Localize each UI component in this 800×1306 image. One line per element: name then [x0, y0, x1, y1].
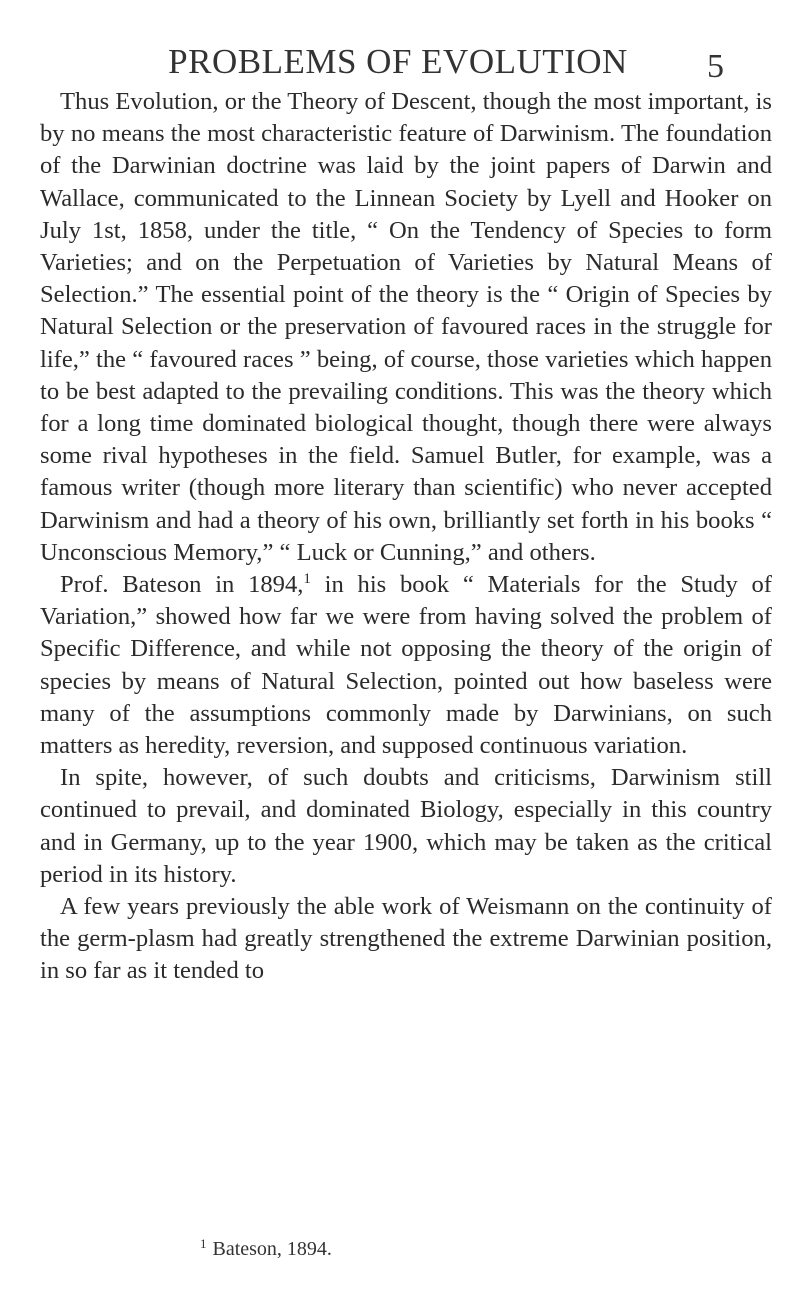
- paragraph-4: [40, 891, 772, 988]
- running-title: PROBLEMS OF EVOLUTION: [168, 42, 628, 81]
- paragraph-2-text-start: Prof. Bateson in 1894,: [60, 571, 304, 599]
- paragraph-2-text-end: in his book “ Materials for the Study of Variation,” showed how far we were from having solved the problem of Specific Difference, and while not opposing the theory of the origin of species by means of Natural Selection, pointed out how baseless were many of the assumptions commonly made by Darwinians, on such matters as heredity, reversion, and supposed continuous variation.: [40, 571, 772, 760]
- paragraph-1-text: Thus Evolution, or the Theory of Descent, though the most important, is by no means the most characteristic feature of Darwinism. The foundation of the Darwinian doctrine was laid by the joint papers of Darwin and Wallace, communicated to the Linnean Society by Lyell and Hooker on July 1st, 1858, under the title, “ On the Tendency of Species to form Varieties; and on the Perpetuation of Varieties by Natural Means of Selection.” The essential point of the theory is the “ Origin of Species by Natural Selection or the preservation of favoured races in the struggle for life,” the “ favoured races ” being, of course, those varieties which happen to be best adapted to the prevailing conditions. This was the theory which for a long time dominated biological thought, though there were always some rival hypotheses in the field. Samuel Butler, for example, was a famous writer (though more literary than scientific) who never accepted Darwinism and had a theory of his own, brilliantly set forth in his books “ Unconscious Memory,” “ Luck or Cunning,” and others.: [40, 88, 772, 566]
- paragraph-3-text: In spite, however, of such doubts and criticisms, Darwinism still continued to prevail, and dominated Biology, especially in this country and in Germany, up to the year 1900, which may be taken as the critical period in its history.: [40, 764, 772, 888]
- paragraph-2: [40, 569, 772, 762]
- footnote: [200, 1238, 332, 1261]
- footnote-reference: 1: [303, 571, 311, 588]
- footnote-text: Bateson, 1894.: [212, 1238, 332, 1260]
- page-number: 5: [707, 48, 724, 85]
- paragraph-1: [40, 86, 772, 569]
- paragraph-4-text: A few years previously the able work of Weismann on the continuity of the germ-plasm had greatly strengthened the extreme Darwinian position, in so far as it tended to: [40, 893, 772, 985]
- body-text: [40, 86, 772, 988]
- paragraph-3: [40, 762, 772, 891]
- footnote-marker: 1: [200, 1236, 207, 1251]
